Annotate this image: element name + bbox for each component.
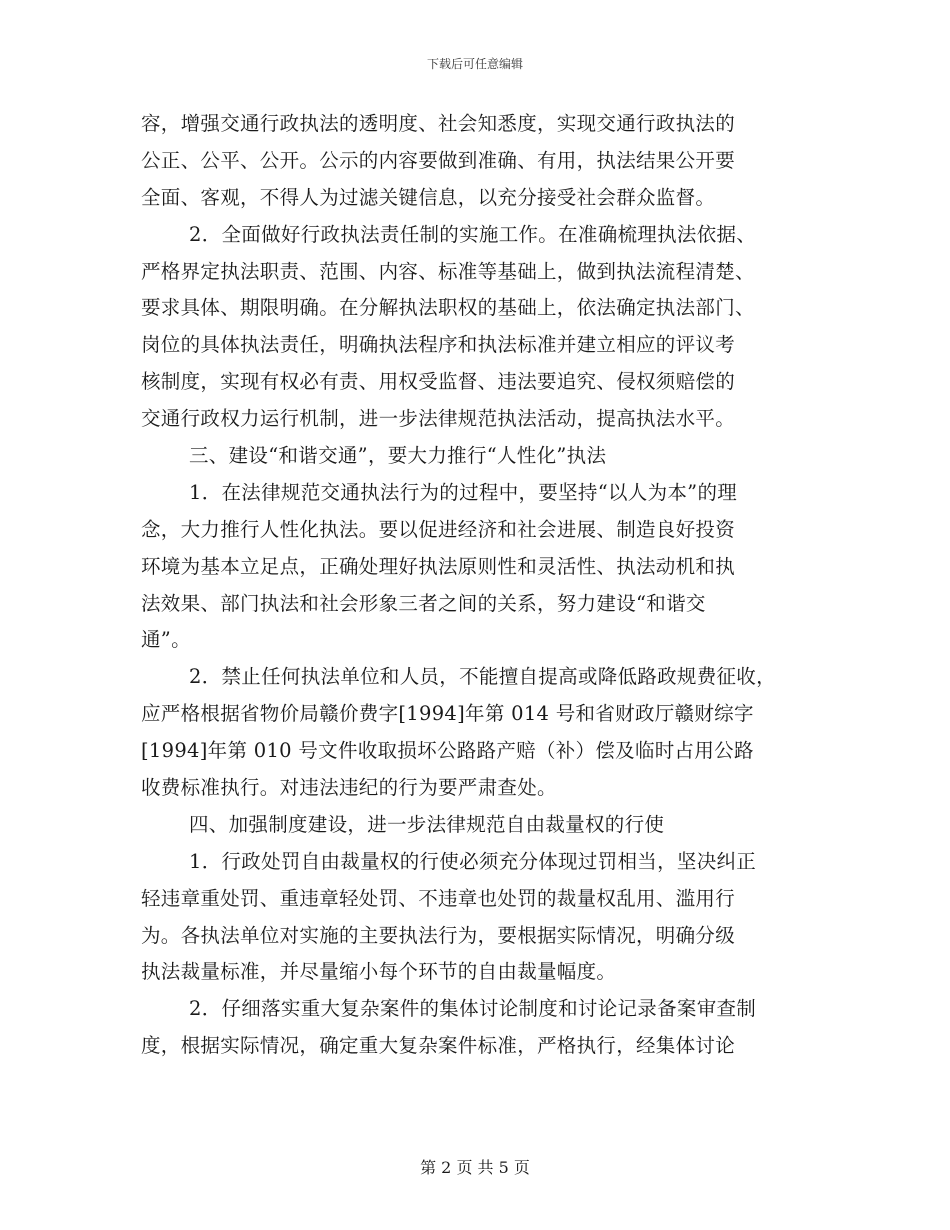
page-header: 下载后可任意编辑 xyxy=(426,57,523,71)
text-line: 度，根据实际情况，确定重大复杂案件标准，严格执行，经集体讨论 xyxy=(141,1034,736,1058)
paragraph-start-line: 1．在法律规范交通执法行为的过程中，要坚持“以人为本”的理 xyxy=(189,480,738,504)
text-line: 严格界定执法职责、范围、内容、标准等基础上，做到执法流程清楚、 xyxy=(141,259,755,283)
paragraph-start-line: 2．禁止任何执法单位和人员，不能擅自提高或降低路政规费征收， xyxy=(189,665,776,689)
paragraph-start-line: 2．仔细落实重大复杂案件的集体讨论制度和讨论记录备案审查制 xyxy=(189,997,757,1021)
text-line: 交通行政权力运行机制，进一步法律规范执法活动，提高执法水平。 xyxy=(141,407,736,431)
text-line: 轻违章重处罚、重违章轻处罚、不违章也处罚的裁量权乱用、滥用行 xyxy=(141,886,736,910)
text-line: 收费标准执行。对违法违纪的行为要严肃查处。 xyxy=(141,776,557,800)
text-line: [1994]年第 010 号文件收取损坏公路路产赔（补）偿及临时占用公路 xyxy=(141,739,754,763)
paragraph-start-line: 1．行政处罚自由裁量权的行使必须充分体现过罚相当，坚决纠正 xyxy=(189,849,757,873)
page-footer: 第 2 页 共 5 页 xyxy=(420,1158,530,1177)
text-line: 公正、公平、公开。公示的内容要做到准确、有用，执法结果公开要 xyxy=(141,148,736,172)
text-line: 应严格根据省物价局赣价费字[1994]年第 014 号和省财政厅赣财综字 xyxy=(141,702,754,726)
text-line: 岗位的具体执法责任，明确执法程序和执法标准并建立相应的评议考 xyxy=(141,333,736,357)
text-line: 核制度，实现有权必有责、用权受监督、违法要追究、侵权须赔偿的 xyxy=(141,370,736,394)
text-line: 执法裁量标准，并尽量缩小每个环节的自由裁量幅度。 xyxy=(141,960,617,984)
text-line: 容，增强交通行政执法的透明度、社会知悉度，实现交通行政执法的 xyxy=(141,112,736,135)
text-line: 通”。 xyxy=(141,628,191,652)
text-line: 法效果、部门执法和社会形象三者之间的关系，努力建设“和谐交 xyxy=(141,591,706,615)
section-heading: 三、建设“和谐交通”，要大力推行“人性化”执法 xyxy=(189,444,607,468)
text-line: 念，大力推行人性化执法。要以促进经济和社会进展、制造良好投资 xyxy=(141,517,736,541)
paragraph-start-line: 2．全面做好行政执法责任制的实施工作。在准确梳理执法依据、 xyxy=(189,222,757,246)
text-line: 环境为基本立足点，正确处理好执法原则性和灵活性、执法动机和执 xyxy=(141,554,736,578)
text-line: 全面、客观，不得人为过滤关键信息，以充分接受社会群众监督。 xyxy=(141,185,716,209)
section-heading: 四、加强制度建设，进一步法律规范自由裁量权的行使 xyxy=(189,812,665,836)
text-line: 为。各执法单位对实施的主要执法行为，要根据实际情况，明确分级 xyxy=(141,923,736,947)
document-body xyxy=(141,106,821,1065)
text-line: 要求具体、期限明确。在分解执法职权的基础上，依法确定执法部门、 xyxy=(141,296,755,320)
